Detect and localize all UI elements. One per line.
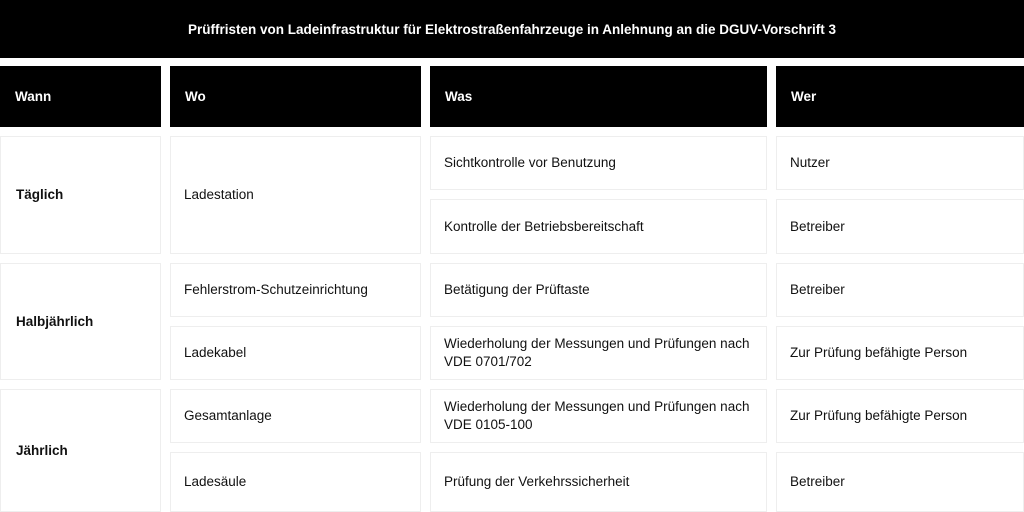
cell-what: Prüfung der Verkehrssicherheit (430, 452, 767, 512)
cell-what: Sichtkontrolle vor Benutzung (430, 136, 767, 190)
cell-who: Zur Prüfung befähigte Person (776, 389, 1024, 443)
cell-what: Betätigung der Prüftaste (430, 263, 767, 317)
cell-where: Ladesäule (170, 452, 421, 512)
group-when-taeglich: Täglich (0, 136, 161, 254)
cell-who: Betreiber (776, 452, 1024, 512)
cell-what: Kontrolle der Betriebsbereitschaft (430, 199, 767, 254)
header-who: Wer (776, 66, 1024, 127)
cell-who: Nutzer (776, 136, 1024, 190)
cell-where: Fehlerstrom-Schutzeinrichtung (170, 263, 421, 317)
cell-what: Wiederholung der Messungen und Prüfungen nach VDE 0105-100 (430, 389, 767, 443)
cell-where: Gesamtanlage (170, 389, 421, 443)
header-where: Wo (170, 66, 421, 127)
cell-who: Zur Prüfung befähigte Person (776, 326, 1024, 380)
group-when-halbjaehrlich: Halbjährlich (0, 263, 161, 380)
header-what: Was (430, 66, 767, 127)
cell-who: Betreiber (776, 263, 1024, 317)
cell-who: Betreiber (776, 199, 1024, 254)
group-when-jaehrlich: Jährlich (0, 389, 161, 512)
table-title: Prüffristen von Ladeinfrastruktur für Elektrostraßenfahrzeuge in Anlehnung an die DGUV-Vorschrift 3 (0, 0, 1024, 58)
cell-where: Ladekabel (170, 326, 421, 380)
header-when: Wann (0, 66, 161, 127)
cell-what: Wiederholung der Messungen und Prüfungen nach VDE 0701/702 (430, 326, 767, 380)
cell-where-ladestation: Ladestation (170, 136, 421, 254)
